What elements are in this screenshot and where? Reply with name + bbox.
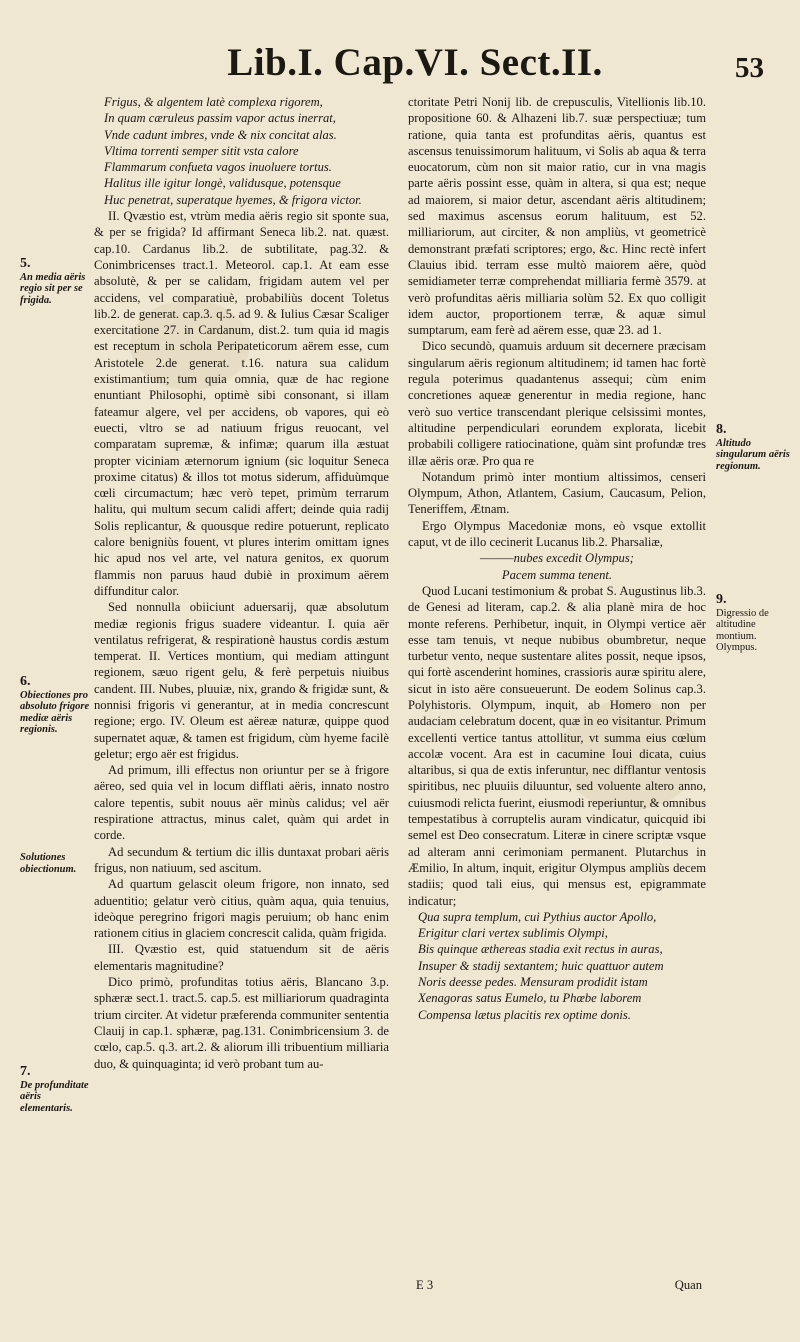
verse-line: Huc penetrat, superatque hyemes, & frigora victor.: [104, 192, 362, 207]
verse-line: Flammarum confueta vagos inuoluere tortus.: [104, 160, 332, 175]
verse-bottom: [418, 909, 706, 1023]
paragraph: Ergo Olympus Macedoniæ mons, eò vsque extollit caput, vt de illo cecinerit Lucanus lib.2. Pharsaliæ,: [408, 518, 706, 550]
verse-line: Noris deesse pedes. Mensuram prodidit istam: [418, 975, 648, 990]
margin-note-9: 9. Digressio de altitudine montium. Olympus.: [716, 592, 769, 653]
verse-line: Frigus, & algentem latè complexa rigorem,: [104, 95, 323, 109]
verse-line: Qua supra templum, cui Pythius auctor Apollo,: [418, 909, 657, 924]
right-column: [408, 94, 706, 1023]
verse-line: Compensa lætus placitis rex optime donis.: [418, 1007, 631, 1022]
verse-line: Insuper & stadij sextantem; huic quattuor autem: [418, 958, 664, 973]
margin-note-8: 8. Altitudo singularum aëris regionum.: [716, 422, 790, 472]
verse-line: Xenagoras satus Eumelo, tu Phœbe laborem: [418, 991, 642, 1006]
verse-line: Vltima torrenti semper sitit vsta calore: [104, 143, 299, 158]
paragraph: Dico secundò, quamuis arduum sit decernere præcisam singularum aëris regionum altitudinem; id tamen hac fortè regula poterimus quadantenus assequi; cùm enim concretiones aqueæ generentur in media regione, hanc verò suo vertice transcendant plerique celsissimi montes, altitudine perpendiculari eorundem explorata, licebit probabili colligere ratiocinatione, quàm sint profundæ tres illæ aëris oræ. Pro qua re: [408, 339, 706, 468]
paragraph: Ad secundum & tertium dic illis duntaxat probari aëris frigus, non natiuum, sed ascitum.: [94, 844, 389, 875]
paragraph: Quod Lucani testimonium & probat S. Augustinus lib.3. de Genesi ad literam, cap.2. & alia planè mira de hoc monte referens. Perhibetur, inquit, in Olympi vertice aër esse tam tenuis, vt neque nubibus obumbretur, neque turbetur vento, neque sustentare alites possit, neque ipsos, qui fortè ascenderint homines, crassioris auræ spiritu alere, sicut in isto aëre consueuerunt. De eodem Solinus cap.3. Polyhistoris. Olympum, inquit, ab Homero non per audaciam celebratum docent, quæ in eo visitantur. Primum excellenti vertice tantus attollitur, vt summa eius cœlum accolæ vocent. Ara est in cacumine Ioui dicata, cuius altaribus, si qua de extis inferuntur, nec difflantur ventosis spiritibus, nec pluuiis diluuntur, sed voluente altero anno, cuiusmodi relicta fuerint, eiusmodi reperiuntur, & omnibus tempestatibus à corruptelis auram vindicatur, quicquid ibi semel est Deo consecratum. Literæ in cinere scriptæ vsque ad alteram anni cerimoniam permanent. Plutarchus in Æmilio, In altum, inquit, erigitur Olympus ampliùs decem stadiis; quod tali eius, qui mensus est, epigrammate indicatur;: [408, 583, 706, 908]
lucan-quote-line: ———nubes excedit Olympus;: [480, 551, 634, 566]
left-column: [94, 94, 389, 1072]
verse-line: Halitus ille igitur longè, validusque, potensque: [104, 176, 341, 191]
paragraph: II. Qvæstio est, vtrùm media aëris regio sit sponte sua, & per se frigida? Id affirmant Seneca lib.2. nat. quæst. cap.10. Cardanus lib.2. de subtilitate, pag.32. & Conimbricenses tract.1. Meteorol. cap.1. At eam esse absolutè, & per se calidam, frigidam autem vel per accidens, vel comparatiuè, probabiliùs docent Toletus lib.2. de generat. cap.3. q.5. ad 9. & Iulius Cæsar Scaliger exercitatione 27. in Cardanum, dist.2. tum quia id magis est receptum in schola Peripateticorum aërem esse, cum Aristotele 2.de generat. t.16. natura sua calidum existimantium; tum quia omnia, quæ de hac regione enuntiant Philosophi, optimè sibi consonant, si illam fateamur algere, vel per accidens, ob vapores, qui eò euecti, vltro se ad natiuum frigus reuocant, vel comparatam supremæ, & infimæ; quarum illa æstuat propter viciniam æternorum ignium (sic loquitur Seneca proxime citatus) & illos tot motus siderum, affiduùmque cœli circumactum; hæc verò tepet, primùm terrarum halitu, qui multum secum calidi affert; deinde quia radij Solis replicantur, & quousque redire potuerunt, replicato calore benigniùs fouent, vt plures interim omittam ignes hic apud nos vel arte, vel natura genitos, ex quorum flammis non paruus haud dubiè in proximum aërem diffunditur calor.: [94, 209, 389, 598]
margin-note-solutions: Solutiones obiectionum.: [20, 852, 77, 875]
verse-line: Erigitur clari vertex sublimis Olympi,: [418, 926, 608, 941]
verse-line: In quam cæruleus passim vapor actus inerrat,: [104, 111, 336, 126]
verse-top: [104, 94, 389, 208]
margin-note-5: 5. An media aëris regio sit per se frigida.: [20, 256, 86, 306]
catchword: Quan: [674, 1278, 702, 1292]
paragraph: Sed nonnulla obiiciunt aduersarij, quæ absolutum mediæ regionis frigus suadere videantur. I. quia aër ventilatus refrigerat, & respirationè haustus cordis æstum temperat. II. Vertices montium, qui mediam attingunt regionem, sæuo rigent gelu, & ferè perpetuis niuibus candent. III. Nubes, pluuiæ, nix, grando & frigidæ sunt, & nonnisi frigoris vi generantur, at in media concrescunt regione; ergo. IV. Oleum est aëreæ naturæ, quippe quod supernatet aquæ, & tamen est frigidum, cùm hyeme facilè geletur; ergo aër est frigidus.: [94, 600, 389, 761]
paragraph: Dico primò, profunditas totius aëris, Blancano 3.p. sphæræ sect.1. tract.5. cap.5. est milliariorum quadraginta trium circiter. At videtur præferenda communiter sententia Clauij in cap.1. sphæræ, pag.131. Conimbricensium 3. de cœlo, cap.5. q.3. art.2. & aliorum illi tribuentium milliaria duo, & quinquaginta; id verò probant tum au-: [94, 975, 389, 1071]
paragraph: III. Qvæstio est, quid statuendum sit de aëris elementaris magnitudine?: [94, 942, 389, 973]
running-title: Lib.I. Cap.VI. Sect.II.: [227, 41, 603, 84]
signature-mark: E 3: [416, 1278, 434, 1292]
verse-line: Vnde cadunt imbres, vnde & nix concitat alas.: [104, 127, 337, 142]
paragraph: Ad primum, illi effectus non oriuntur per se à frigore aëreo, sed quia vel in locum difflati aëris, innato nostro calore tepentis, subit nouus aër minùs calidus; vel aër respiratione attractus, minus calet, quàm qui ardet in corde.: [94, 763, 389, 843]
lucan-quote-line: Pacem summa tenent.: [501, 567, 613, 582]
paragraph: Ad quartum gelascit oleum frigore, non innato, sed aduentitio; gelatur verò citius, quàm aqua, quia tenuius, ideòque peregrino frigori magis peruium; ob hanc enim rationem citius in glaciem concrescit calida, quàm frigida.: [94, 877, 389, 941]
paragraph: ctoritate Petri Nonij lib. de crepusculis, Vitellionis lib.10. propositione 60. & Alhazeni lib.7. suæ perspectiuæ; tum ratione, quia tanta est profunditas aëris, quantus est ascensus tenuissimorum halituum, vi Solis ab aqua & terra euocatorum, cùm non sit maior ratio, cur in vna magis parte aëris possint esse, quàm in altera, si qua est; neque ad maiorem, si maior detur, ascendant aëris altitudinem; sed maximus ascensus eorum halituum, est 52. milliariorum, aut circiter, & non ampliùs, vt geometricè demonstrant præfati scriptores; ergo, &c. Hinc rectè infert Clauius ibid. terram esse multò maiorem aëre, quòd semidiameter terræ comprehendat milliaria fermè 3579. at verò profunditas aëris milliaria solùm 52. Ex quo colligit idem auctor, proportionem terræ, & aquæ simul sumptarum, eam ferè ad aërem esse, quæ 23. ad 1.: [408, 95, 706, 338]
margin-note-6: 6. Obiectiones pro absoluto frigore mediæ aëris regionis.: [20, 674, 90, 735]
verse-line: Bis quinque æthereas stadia exit rectus in auras,: [418, 942, 663, 957]
page-number: 53: [735, 52, 764, 84]
margin-note-7: 7. De profunditate aëris elementaris.: [20, 1064, 89, 1114]
paragraph: Notandum primò inter montium altissimos, censeri Olympum, Athon, Atlantem, Casium, Caucasum, Pelion, Teneriffem, Ætnam.: [408, 469, 706, 517]
